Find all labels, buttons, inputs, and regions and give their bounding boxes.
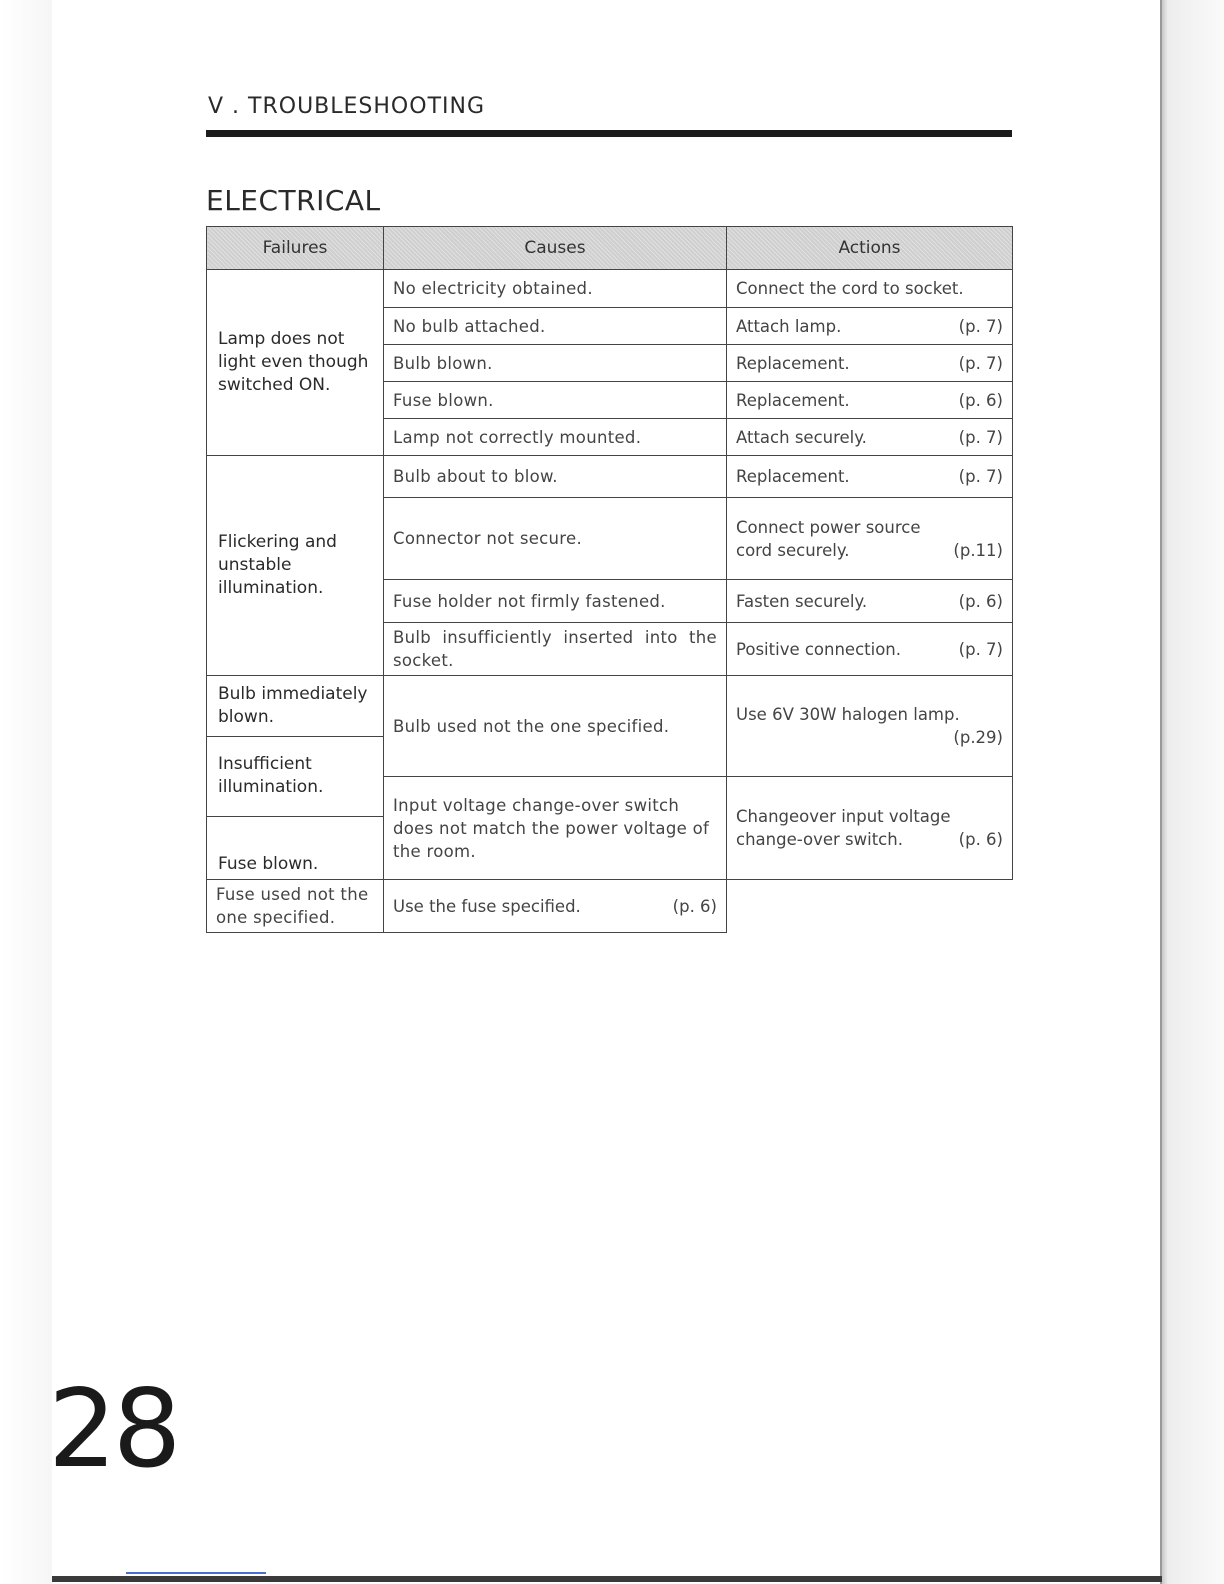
cause-cell: Fuse used not the one specified.: [207, 880, 384, 933]
action-text: Use 6V 30W halogen lamp.: [736, 705, 960, 724]
action-cell: [727, 777, 1013, 880]
cause-cell: Fuse holder not firmly fastened.: [384, 580, 727, 623]
action-text: Attach securely.: [736, 427, 867, 447]
action-text: Connect power source cord securely.: [736, 517, 921, 560]
page-subtitle: ELECTRICAL: [206, 184, 381, 217]
action-cell: [384, 880, 727, 933]
action-cell: [727, 419, 1013, 456]
table-row: [207, 676, 1013, 737]
action-cell: [727, 580, 1013, 623]
cause-cell: Bulb used not the one specified.: [384, 676, 727, 777]
column-header-causes: Causes: [384, 227, 727, 270]
cause-cell: Connector not secure.: [384, 498, 727, 580]
action-text: Positive connection.: [736, 639, 902, 659]
action-cell: [727, 308, 1013, 345]
cause-cell: Fuse blown.: [384, 382, 727, 419]
cause-cell: Lamp not correctly mounted.: [384, 419, 727, 456]
failure-cell: Insufficient illumination.: [207, 737, 384, 817]
page-reference: (p. 7): [958, 467, 1003, 486]
failure-cell: Flickering and unstable illumination.: [207, 456, 384, 676]
action-text: Changeover input voltage change-over switch.: [736, 807, 951, 849]
page-edge-right: [1160, 0, 1224, 1584]
action-cell: [727, 345, 1013, 382]
action-text: Connect the cord to socket.: [736, 279, 964, 298]
failure-cell: Bulb immediately blown.: [207, 676, 384, 737]
page-reference: (p. 6): [958, 830, 1003, 849]
cause-cell: Input voltage change-over switch does not match the power voltage of the room.: [384, 777, 727, 880]
section-header: V . TROUBLESHOOTING: [208, 94, 485, 119]
table-row: [207, 456, 1013, 498]
column-header-actions: Actions: [727, 227, 1013, 270]
page-reference: (p. 7): [958, 427, 1003, 447]
page-edge-left: [0, 0, 52, 1584]
action-cell: [727, 456, 1013, 498]
page-reference: (p. 6): [672, 896, 717, 916]
bottom-rule: [52, 1576, 1162, 1582]
table-row: [207, 270, 1013, 308]
page-reference: (p. 7): [958, 639, 1003, 659]
action-text: Attach lamp.: [736, 316, 842, 336]
page-reference: (p. 6): [958, 591, 1003, 611]
action-cell: [727, 270, 1013, 308]
table-row: [207, 880, 1013, 933]
failure-cell: Lamp does not light even though switched ON.: [207, 270, 384, 456]
page-reference: (p.29): [953, 728, 1003, 747]
page-reference: (p. 7): [958, 353, 1003, 373]
header-rule: [206, 130, 1012, 137]
action-text: Use the fuse specified.: [393, 896, 581, 916]
action-cell: [727, 382, 1013, 419]
cause-cell: Bulb insufficiently inserted into the socket.: [384, 623, 727, 676]
cause-cell: No bulb attached.: [384, 308, 727, 345]
table-header-row: [207, 227, 1013, 270]
page-reference: (p. 7): [958, 316, 1003, 336]
action-text: Fasten securely.: [736, 591, 868, 611]
action-text: Replacement.: [736, 353, 850, 373]
cause-cell: Bulb blown.: [384, 345, 727, 382]
action-cell: [727, 498, 1013, 580]
page-reference: (p.11): [953, 540, 1003, 560]
page-number: 28: [48, 1367, 178, 1492]
troubleshooting-table: [206, 226, 1013, 933]
action-cell: [727, 623, 1013, 676]
cause-cell: Bulb about to blow.: [384, 456, 727, 498]
action-text: Replacement.: [736, 390, 850, 410]
bottom-accent-line: [126, 1572, 266, 1574]
page-reference: (p. 6): [958, 390, 1003, 410]
action-text: Replacement.: [736, 467, 850, 486]
action-cell: [727, 676, 1013, 777]
failure-cell: Fuse blown.: [207, 817, 384, 880]
cause-cell: No electricity obtained.: [384, 270, 727, 308]
column-header-failures: Failures: [207, 227, 384, 270]
